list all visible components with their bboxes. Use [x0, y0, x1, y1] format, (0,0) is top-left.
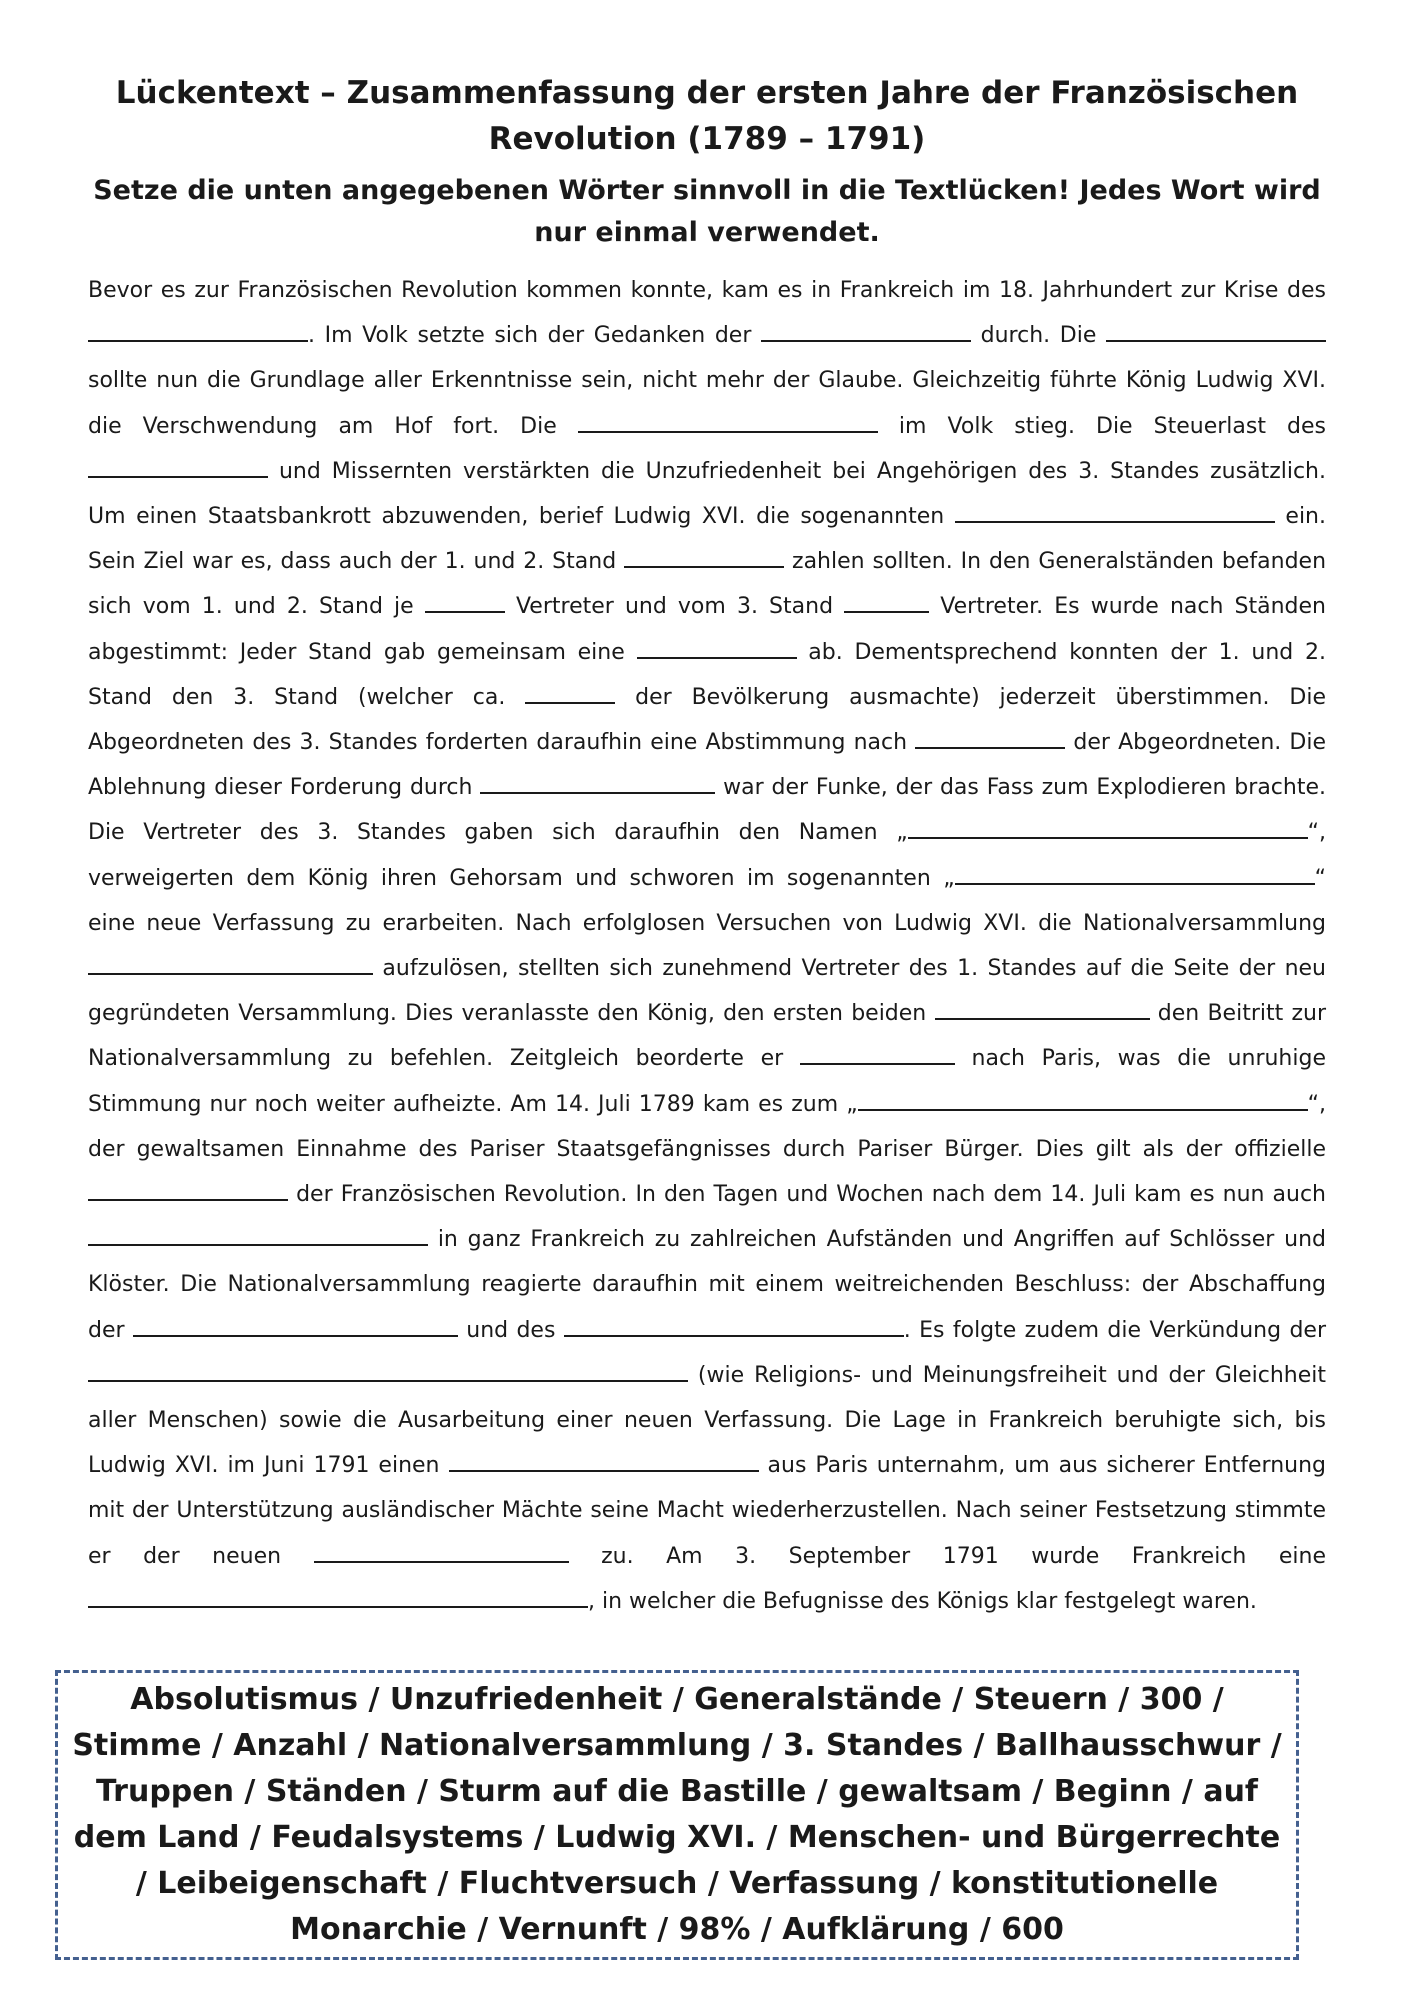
blank-24[interactable] — [88, 1360, 688, 1382]
page-title: Lückentext – Zusammenfassung der ersten Jahre der Französischen Revolution (1789 – 1791) — [115, 75, 1299, 157]
text-segment: war der Funke, der das Fass zum Explodieren brachte. Die Vertreter des 3. Standes gaben sich daraufhin den Namen „ — [88, 775, 1326, 846]
blank-16[interactable] — [88, 953, 373, 975]
blank-9[interactable] — [844, 591, 929, 613]
word-bank: Absolutismus / Unzufriedenheit / Generalstände / Steuern / 300 / Stimme / Anzahl / Nationalversammlung / 3. Standes / Ballhausschwur / Truppen / Ständen / Sturm auf die Bastille / gewaltsam / Beginn / auf dem Land / Feudalsystems / Ludwig XVI. / Menschen- und Bürgerrechte / Leibeigenschaft / Fluchtversuch / Verfassung / konstitutionelle Monarchie / Vernunft / 98% / Aufklärung / 600 — [72, 1682, 1282, 1947]
blank-5[interactable] — [88, 456, 268, 478]
text-segment: Vertreter und vom 3. Stand — [515, 594, 834, 620]
blank-3[interactable] — [1106, 320, 1326, 342]
blank-1[interactable] — [88, 320, 308, 342]
text-segment: sollte nun die Grundlage aller Erkenntnisse sein, nicht mehr der Glaube. Gleichzeitig führte König Ludwig XVI. die Verschwendung am Hof fort. Die — [88, 368, 1326, 439]
text-segment: ein. Sein Ziel war es, dass auch der 1. und 2. Stand — [88, 504, 1326, 575]
instruction-text: Setze die unten angegebenen Wörter sinnvoll in die Textlücken! Jedes Wort wird nur einmal verwendet. — [93, 175, 1321, 248]
blank-20[interactable] — [88, 1179, 288, 1201]
text-segment: der Abgeordneten. Die Ablehnung dieser Forderung durch — [88, 730, 1326, 801]
text-segment: nach Paris, was die unruhige Stimmung nur noch weiter aufheizte. Am 14. Juli 1789 kam es zum „ — [88, 1046, 1326, 1117]
text-segment: aus Paris unternahm, um aus sicherer Entfernung mit der Unterstützung ausländischer Mächte seine Macht wiederherzustellen. Nach seiner Festsetzung stimmte er der neuen — [88, 1453, 1326, 1569]
text-segment: in ganz Frankreich zu zahlreichen Aufständen und Angriffen auf Schlösser und Klöster. Die Nationalversammlung reagierte daraufhin mit einem weitreichenden Beschluss: der Abschaffung der — [88, 1227, 1327, 1343]
blank-26[interactable] — [314, 1541, 569, 1563]
blank-17[interactable] — [935, 998, 1150, 1020]
blank-7[interactable] — [624, 546, 784, 568]
blank-13[interactable] — [480, 772, 715, 794]
blank-2[interactable] — [761, 320, 971, 342]
blank-23[interactable] — [564, 1315, 904, 1337]
text-segment: durch. Die — [980, 323, 1097, 349]
text-segment: , in welcher die Befugnisse des Königs klar festgelegt waren. — [588, 1588, 1257, 1614]
cloze-paragraph — [88, 268, 1326, 1624]
text-segment: und Missernten verstärkten die Unzufriedenheit bei Angehörigen des 3. Standes zusätzlich. Um einen Staatsbankrott abzuwenden, berief Ludwig XVI. die sogenannten — [88, 458, 1326, 530]
text-segment: . Es folgte zudem die Verkündung der — [903, 1317, 1326, 1343]
text-segment: im Volk stieg. Die Steuerlast des — [898, 413, 1327, 439]
blank-4[interactable] — [578, 411, 878, 433]
text-segment: “, verweigerten dem König ihren Gehorsam und schworen im sogenannten „ — [88, 820, 1326, 891]
blank-11[interactable] — [525, 682, 615, 704]
blank-12[interactable] — [915, 727, 1065, 749]
text-segment: ab. Dementsprechend konnten der 1. und 2. Stand den 3. Stand (welcher ca. — [88, 639, 1326, 710]
text-segment: zahlen sollten. In den Generalständen befanden sich vom 1. und 2. Stand je — [88, 549, 1327, 620]
blank-8[interactable] — [425, 591, 505, 613]
blank-27[interactable] — [88, 1586, 588, 1608]
blank-21[interactable] — [88, 1224, 428, 1246]
text-segment: (wie Religions- und Meinungsfreiheit und der Gleichheit aller Menschen) sowie die Ausarbeitung einer neuen Verfassung. Die Lage in Frankreich beruhigte sich, bis Ludwig XVI. im Juni 1791 einen — [88, 1362, 1326, 1479]
word-bank-box — [55, 1670, 1299, 1960]
text-segment: den Beitritt zur Nationalversammlung zu befehlen. Zeitgleich beorderte er — [88, 1001, 1327, 1072]
blank-14[interactable] — [908, 817, 1308, 839]
text-segment: aufzulösen, stellten sich zunehmend Vertreter des 1. Standes auf die Seite der neu gegründeten Versammlung. Dies veranlasste den König, den ersten beiden — [88, 956, 1326, 1027]
blank-19[interactable] — [858, 1089, 1308, 1111]
text-segment: der Bevölkerung ausmachte) jederzeit überstimmen. Die Abgeordneten des 3. Standes forderten daraufhin eine Abstimmung nach — [88, 684, 1326, 756]
blank-10[interactable] — [637, 637, 797, 659]
text-segment: “ eine neue Verfassung zu erarbeiten. Nach erfolglosen Versuchen von Ludwig XVI. die Nationalversammlung — [88, 865, 1326, 936]
blank-18[interactable] — [800, 1043, 955, 1065]
blank-6[interactable] — [955, 501, 1275, 523]
text-segment: Vertreter. Es wurde nach Ständen abgestimmt: Jeder Stand gab gemeinsam eine — [88, 594, 1326, 665]
text-segment: . Im Volk setzte sich der Gedanken der — [308, 323, 752, 349]
blank-25[interactable] — [449, 1450, 759, 1472]
blank-15[interactable] — [955, 863, 1315, 885]
text-segment: Bevor es zur Französischen Revolution kommen konnte, kam es in Frankreich im 18. Jahrhundert zur Krise des — [88, 278, 1326, 303]
text-segment: “, der gewaltsamen Einnahme des Pariser Staatsgefängnisses durch Pariser Bürger. Dies gilt als der offizielle — [88, 1091, 1326, 1162]
text-segment: zu. Am 3. September 1791 wurde Frankreich eine — [601, 1543, 1327, 1569]
text-segment: und des — [466, 1317, 556, 1343]
worksheet — [88, 70, 1326, 1624]
text-segment: der Französischen Revolution. In den Tagen und Wochen nach dem 14. Juli kam es nun auch — [296, 1182, 1326, 1208]
blank-22[interactable] — [133, 1315, 458, 1337]
